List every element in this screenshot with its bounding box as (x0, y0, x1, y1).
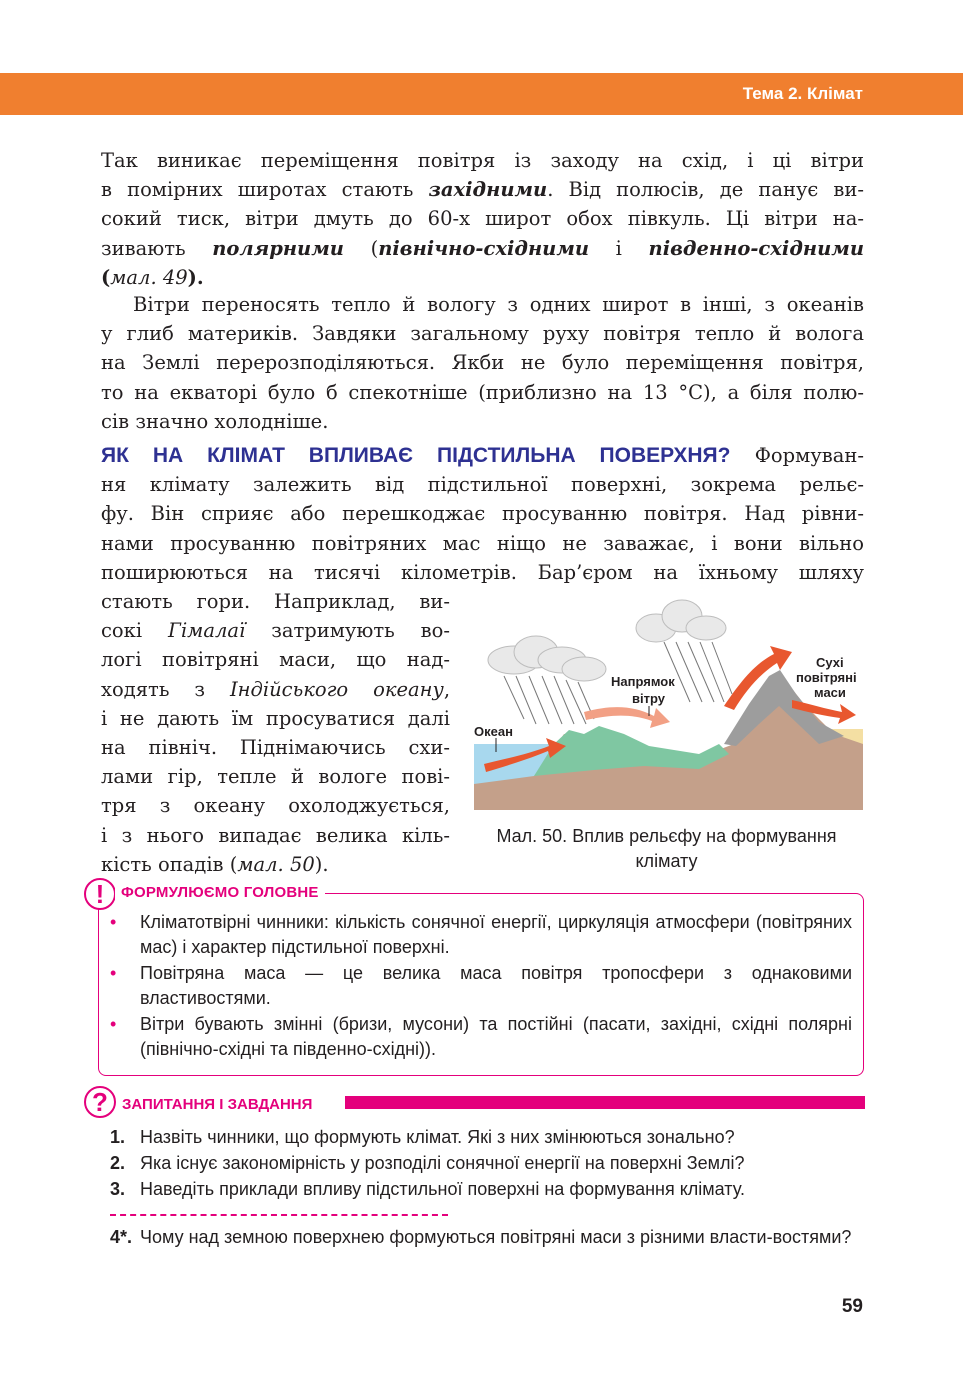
label-wind-2: вітру (632, 691, 665, 706)
label-ocean: Океан (474, 724, 513, 739)
cloud-3c (686, 616, 726, 640)
section-line-1 (101, 441, 864, 470)
figure-ref-49: мал. 49 (110, 265, 188, 289)
float-text-part: сокі (101, 619, 169, 643)
float-text-part: , (443, 677, 451, 701)
p2-line-4: то на екваторі було б спекотніше (приблизно на 13 °С), а біля полю- (101, 380, 864, 404)
questions-title: ЗАПИТАННЯ І ЗАВДАННЯ (122, 1096, 313, 1113)
section-line-4: нами просуванню повітряних мас ніщо не заважає, і вони вільно (101, 531, 864, 555)
question-text: Назвіть чинники, що формують клімат. Які з них змінюються зонально? (140, 1127, 735, 1147)
float-text (101, 587, 450, 879)
float-line-8: тря з океану охолоджується, (101, 794, 450, 818)
header-bar (0, 73, 963, 115)
page-number: 59 (841, 1296, 863, 1317)
p1-text: . Від полюсів, де панує ви- (547, 178, 864, 202)
exclamation-icon: ! (84, 878, 116, 910)
paragraph-1 (101, 146, 864, 292)
section-line-3: фу. Він сприяє або перешкоджає просуванню повітря. Над рівни- (101, 502, 864, 526)
float-text-part: ходять з (101, 677, 230, 701)
label-dry-3: маси (814, 685, 846, 700)
float-line-6: на північ. Піднімаючись схи- (101, 735, 450, 759)
float-line-5: і не дають їм просуватися далі (101, 706, 450, 730)
summary-title: ФОРМУЛЮЄМО ГОЛОВНЕ (121, 884, 319, 901)
questions-list (110, 1124, 864, 1202)
p2-line-5: сів значно холодніше. (101, 409, 329, 433)
topic-title: Тема 2. Клімат (742, 84, 863, 103)
float-line-1: стають гори. Наприклад, ви- (101, 590, 450, 613)
question-item (110, 1124, 864, 1150)
figure-ref-50: мал. 50 (237, 852, 315, 876)
p1-text: ( (101, 265, 111, 289)
section-text: Формуван- (730, 444, 864, 467)
p1-text: зивають (101, 236, 213, 260)
question-item (110, 1176, 864, 1202)
dashed-divider (110, 1214, 448, 1216)
p1-line-1: Так виникає переміщення повітря із заходу на схід, і ці вітри (101, 149, 864, 172)
section-line-2: ня клімату залежить від підстильної поверхні, зокрема рельє- (101, 473, 864, 497)
summary-item: • Повітряна маса — це велика маса повітря тропосфери з однаковими властивостями. (110, 961, 852, 1010)
questions-bar (345, 1096, 865, 1109)
label-dry-2: повітряні (796, 670, 857, 685)
float-line-7: лами гір, тепле й вологе пові- (101, 765, 450, 789)
paragraph-2 (101, 290, 864, 436)
p1-line-4 (101, 234, 864, 263)
float-line-2 (101, 616, 450, 645)
relief-climate-illustration (474, 594, 863, 810)
p1-text: і (589, 236, 649, 260)
float-line-9: і з нього випадає велика кіль- (101, 823, 450, 847)
section-relief (101, 441, 864, 587)
term-western: західними (428, 178, 548, 202)
float-text-part: ). (314, 852, 329, 876)
p1-text: ). (187, 265, 204, 289)
float-line-3: логі повітряні маси, що над- (101, 648, 450, 672)
label-dry-1: Сухі (816, 655, 844, 670)
question-number: 4*. (110, 1227, 133, 1247)
float-line-4 (101, 675, 450, 704)
p2-line-3: на Землі перерозподіляються. Якби не було переміщення повітря, (101, 351, 864, 375)
question-item-advanced (110, 1224, 864, 1250)
section-heading: ЯК НА КЛІМАТ ВПЛИВАЄ ПІДСТИЛЬНА ПОВЕРХНЯ? (101, 444, 731, 467)
term-himalayas: Гімалаї (168, 619, 246, 643)
float-text-part: затримують во- (245, 619, 450, 643)
p2-line-1: Вітри переносять тепло й вологу з одних широт в інші, з океанів (133, 293, 864, 316)
question-number: 1. (110, 1127, 126, 1147)
p2-line-2: у глиб материків. Завдяки загальному руху повітря тепло й волога (101, 322, 864, 346)
p1-line-3: сокий тиск, вітри дмуть до 60-х широт обох півкуль. Ці вітри на- (101, 207, 864, 231)
question-item (110, 1150, 864, 1176)
label-wind-1: Напрямок (611, 674, 675, 689)
questions-title-wrap (122, 1094, 312, 1113)
summary-item: • Вітри бувають змінні (бризи, мусони) та постійні (пасати, західні, східні полярні (північно-східні та південно-східні)). (110, 1012, 852, 1061)
question-icon: ? (84, 1086, 116, 1118)
term-se: південно-східними (648, 236, 864, 260)
term-ne: північно-східними (378, 236, 590, 260)
p1-text: ( (343, 236, 379, 260)
question-number: 3. (110, 1179, 126, 1199)
float-line-10 (101, 850, 450, 879)
question-number: 2. (110, 1153, 126, 1173)
cloud-2 (562, 657, 606, 681)
figure-caption: Мал. 50. Вплив рельєфу на формування клімату (496, 826, 837, 871)
term-polar: полярними (212, 236, 344, 260)
p1-line-5 (101, 263, 864, 292)
question-text: Чому над земною поверхнею формуються повітряні маси з різними власти-востями? (140, 1227, 852, 1247)
question-text: Наведіть приклади впливу підстильної поверхні на формування клімату. (140, 1179, 745, 1199)
question-text: Яка існує закономірність у розподілі сонячної енергії на поверхні Землі? (140, 1153, 745, 1173)
p1-line-2 (101, 175, 864, 204)
summary-list (110, 910, 852, 1063)
float-text-part: кість опадів ( (101, 852, 238, 876)
term-indian-ocean: Індійського океану (229, 677, 444, 701)
section-line-5: поширюються на тисячі кілометрів. Бар’єром на їхньому шляху (101, 560, 864, 584)
summary-title-wrap (115, 882, 325, 901)
p1-text: в помірних широтах стають (101, 178, 429, 202)
summary-item: • Кліматотвірні чинники: кількість сонячної енергії, циркуляція атмосфери (повітряних мас) і характер підстильної поверхні. (110, 910, 852, 959)
